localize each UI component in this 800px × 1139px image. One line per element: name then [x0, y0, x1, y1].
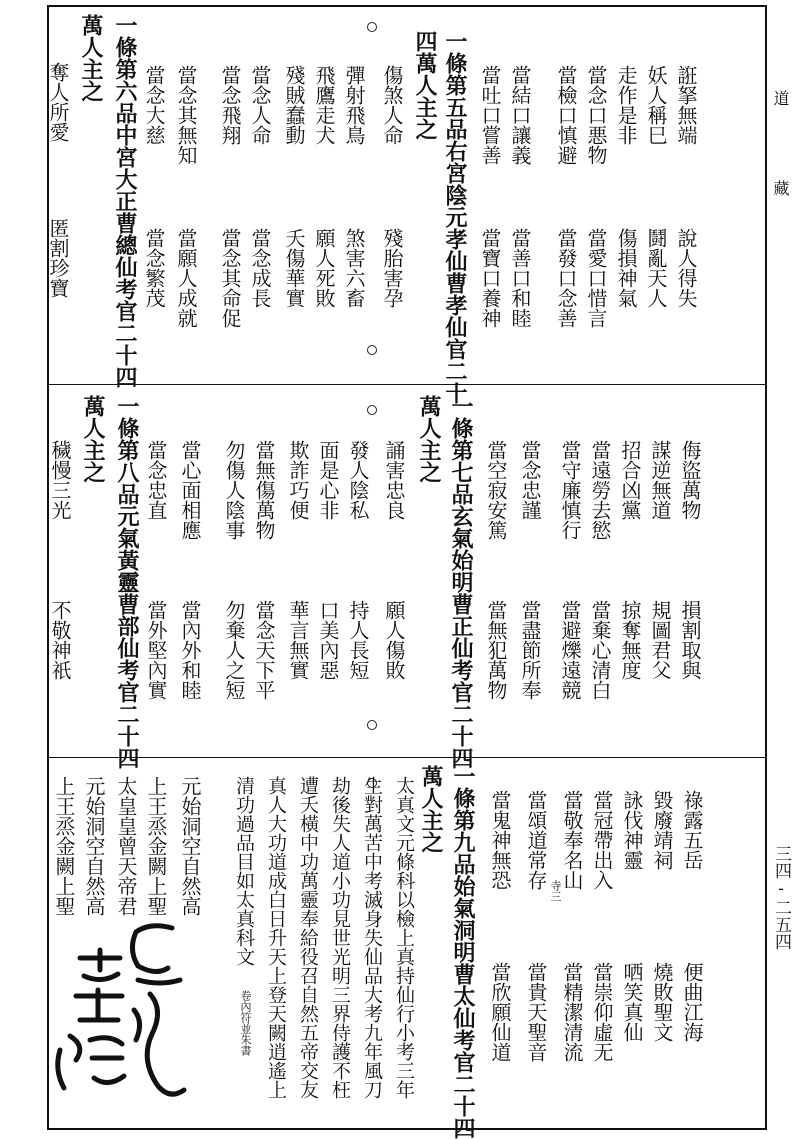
margin-circle [367, 405, 377, 415]
duty-line: 當外堅內實 [144, 600, 168, 700]
duty-line: 願人傷敗 [382, 600, 406, 680]
chapter-heading-count: 萬人主之 [418, 765, 444, 853]
duty-line: 當無傷萬物 [252, 440, 276, 540]
duty-line: 當崇仰虛无 [590, 962, 614, 1062]
duty-line: 當守廉慎行 [558, 440, 582, 540]
duty-line: 飛鷹走犬 [312, 65, 336, 145]
note-suffix: 卷內符並朱書 [239, 990, 252, 1056]
duty-line: 當檢口慎避 [554, 65, 578, 165]
god-name: 太皇皇曾天帝君 [114, 776, 138, 916]
duty-line: 當空寂安篤 [484, 440, 508, 540]
duty-line: 願人死敗 [312, 228, 336, 308]
duty-line: 招合凶黨 [618, 440, 642, 520]
duty-line: 謀逆無道 [648, 440, 672, 520]
duty-line: 祿露五岳 [680, 790, 704, 870]
duty-line: 當念其命促 [218, 228, 242, 328]
duty-line: 走作是非 [614, 65, 638, 145]
note-line: 遭夭橫中功萬靈奉給役召自然五帝交友 [297, 776, 319, 1099]
margin-circle [367, 720, 377, 730]
duty-line: 當念忠謹 [518, 440, 542, 520]
duty-line: 殘胎害孕 [380, 228, 404, 308]
duty-line: 掠奪無度 [618, 600, 642, 680]
small-mark: 寺三 [549, 880, 562, 902]
duty-line: 勿棄人之短 [222, 600, 246, 700]
duty-line: 不敬神祇 [48, 600, 72, 680]
duty-line: 誦害忠良 [382, 440, 406, 520]
duty-line: 說人得失 [674, 228, 698, 308]
duty-line: 當念人命 [248, 65, 272, 145]
duty-line: 毀廢靖祠 [650, 790, 674, 870]
duty-line: 當棄心清白 [588, 600, 612, 700]
chapter-heading-count: 萬人主之 [416, 395, 442, 483]
duty-line: 當冠帶出入 [590, 790, 614, 890]
duty-line: 夭傷華實 [282, 228, 306, 308]
duty-line: 當鬼神無恐 [488, 790, 512, 890]
duty-line: 詠伐神靈 [620, 790, 644, 870]
duty-line: 當心面相應 [178, 440, 202, 540]
duty-line: 當念天下平 [252, 600, 276, 700]
section-divider-1 [49, 384, 765, 385]
note-line: 生對萬苦中考滅身失仙品大考九年風刀 [361, 776, 383, 1099]
duty-line: 鬪亂天人 [644, 228, 668, 308]
duty-line: 殘賊蠢動 [282, 65, 306, 145]
duty-line: 面是心非 [316, 440, 340, 520]
duty-line: 當願人成就 [174, 228, 198, 328]
chapter-heading: 一條第九品始氣洞明曹太仙考官二十四 [450, 765, 476, 1139]
duty-line: 欺詐巧便 [286, 440, 310, 520]
note-line: 清功過品目如太真科文 [233, 776, 255, 966]
chapter-heading-count: 四萬人主之 [412, 30, 438, 140]
talisman-seal-glyphs [40, 910, 200, 1110]
section-divider-2 [49, 757, 765, 758]
duty-line: 當念忠直 [144, 440, 168, 520]
duty-line: 當敬奉名山 [560, 790, 584, 890]
duty-line: 燒敗聖文 [650, 962, 674, 1042]
margin-circle [367, 22, 377, 32]
duty-line: 奪人所愛 [46, 62, 70, 142]
duty-line: 當吐口嘗善 [478, 65, 502, 165]
duty-line: 便曲江海 [680, 962, 704, 1042]
duty-line: 規圖君父 [648, 600, 672, 680]
duty-line: 穢慢三光 [48, 440, 72, 520]
duty-line: 當發口念善 [554, 228, 578, 328]
duty-line: 傷損神氣 [614, 228, 638, 308]
god-name: 上王烝金闕上聖 [52, 776, 76, 916]
chapter-heading: 一條第六品中宮大正曹總仙考官二十四 [112, 14, 138, 388]
duty-line: 當寶口養神 [478, 228, 502, 328]
duty-line: 勿傷人陰事 [222, 440, 246, 540]
chapter-heading: 一條第七品玄氣始明曹正仙考官二十四 [448, 395, 474, 769]
duty-line: 持人長短 [346, 600, 370, 680]
chapter-heading-count: 萬人主之 [78, 14, 104, 102]
duty-line: 損割取與 [678, 600, 702, 680]
page-title-bottom: 藏 [771, 180, 790, 196]
god-name: 元始洞空自然高 [82, 776, 106, 916]
chapter-heading: 一條第五品右宮陰元孝仙曹孝仙官二十 [442, 30, 468, 404]
duty-line: 當結口讓義 [508, 65, 532, 165]
duty-line: 當念飛翔 [218, 65, 242, 145]
duty-line: 當念其無知 [174, 65, 198, 165]
duty-line: 當貴天聖音 [524, 962, 548, 1062]
duty-line: 當內外和睦 [178, 600, 202, 700]
duty-line: 彈射飛鳥 [342, 65, 366, 145]
chapter-heading-count: 萬人主之 [80, 395, 106, 483]
duty-line: 發人陰私 [346, 440, 370, 520]
duty-line: 匿割珍寶 [46, 218, 70, 298]
duty-line: 當精潔清流 [560, 962, 584, 1062]
duty-line: 口美內惡 [316, 600, 340, 680]
duty-line: 妖人稱巳 [644, 65, 668, 145]
duty-line: 當念大慈 [142, 65, 166, 145]
duty-line: 當念繁茂 [142, 228, 166, 308]
duty-line: 當念成長 [248, 228, 272, 308]
page-title-top: 道 [771, 90, 790, 106]
duty-line: 侮盜萬物 [678, 440, 702, 520]
duty-line: 誑拏無端 [674, 65, 698, 145]
god-name: 上王烝金闕上聖 [144, 776, 168, 916]
note-line: 太真文元條科以檢上真持仙行小考三年 [393, 776, 415, 1099]
duty-line: 當遠勞去慾 [588, 440, 612, 540]
duty-line: 當愛口惜言 [584, 228, 608, 328]
duty-line: 當無犯萬物 [484, 600, 508, 700]
duty-line: 哂笑真仙 [620, 962, 644, 1042]
duty-line: 華言無實 [286, 600, 310, 680]
duty-line: 傷煞人命 [380, 65, 404, 145]
duty-line: 當欣願仙道 [488, 962, 512, 1062]
god-name: 元始洞空自然高 [178, 776, 202, 916]
note-line: 劫後失人道小功見世光明三界侍護不枉 [329, 776, 351, 1099]
duty-line: 煞害六畜 [342, 228, 366, 308]
margin-circle [367, 345, 377, 355]
duty-line: 當念口悪物 [584, 65, 608, 165]
chapter-heading: 一條第八品元氣黃靈曹部仙考官二十四 [114, 395, 140, 769]
note-line: 真人大功道成白日升天上登天闕逍遙上 [265, 776, 287, 1099]
duty-line: 當頌道常存 [524, 790, 548, 890]
duty-line: 當避爍遠競 [558, 600, 582, 700]
duty-line: 當盡節所奉 [518, 600, 542, 700]
duty-line: 當善口和睦 [508, 228, 532, 328]
page-number: 三四‐二五四 [771, 845, 791, 950]
